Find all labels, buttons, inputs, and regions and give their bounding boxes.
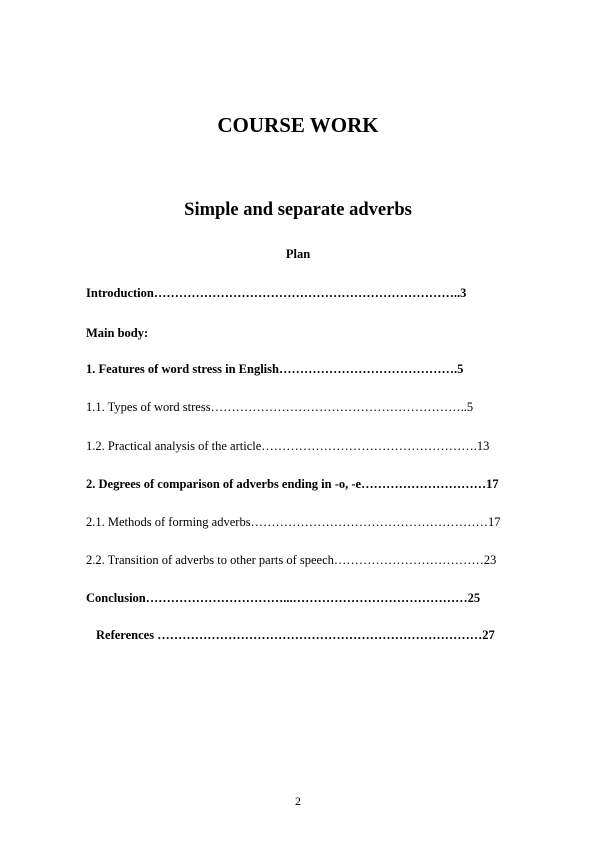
document-title: COURSE WORK bbox=[217, 113, 379, 137]
toc-entry-section-2-2: 2.2. Transition of adverbs to other parts of speech………………………………23 bbox=[86, 553, 497, 567]
toc-entry-references: References ……………………………………………………………………27 bbox=[96, 628, 495, 642]
toc-entry-conclusion: Conclusion……………………………...……………………………………25 bbox=[86, 591, 481, 605]
toc-entry-main-body: Main body: bbox=[86, 326, 149, 340]
toc-entry-introduction: Introduction………………………………………………………………..3 bbox=[86, 286, 467, 300]
page-number: 2 bbox=[295, 794, 301, 808]
toc-entry-section-2: 2. Degrees of comparison of adverbs ending in -o, -e…………………………17 bbox=[86, 477, 499, 491]
document-subtitle: Simple and separate adverbs bbox=[184, 200, 412, 220]
toc-entry-section-1: 1. Features of word stress in English…………………………………….5 bbox=[86, 362, 464, 376]
plan-heading: Plan bbox=[285, 247, 311, 261]
toc-entry-section-2-1: 2.1. Methods of forming adverbs…………………………………………………17 bbox=[86, 515, 501, 529]
toc-entry-section-1-2: 1.2. Practical analysis of the article…………………………………………….13 bbox=[86, 439, 490, 453]
toc-entry-section-1-1: 1.1. Types of word stress……………………………………………………..5 bbox=[86, 400, 474, 414]
